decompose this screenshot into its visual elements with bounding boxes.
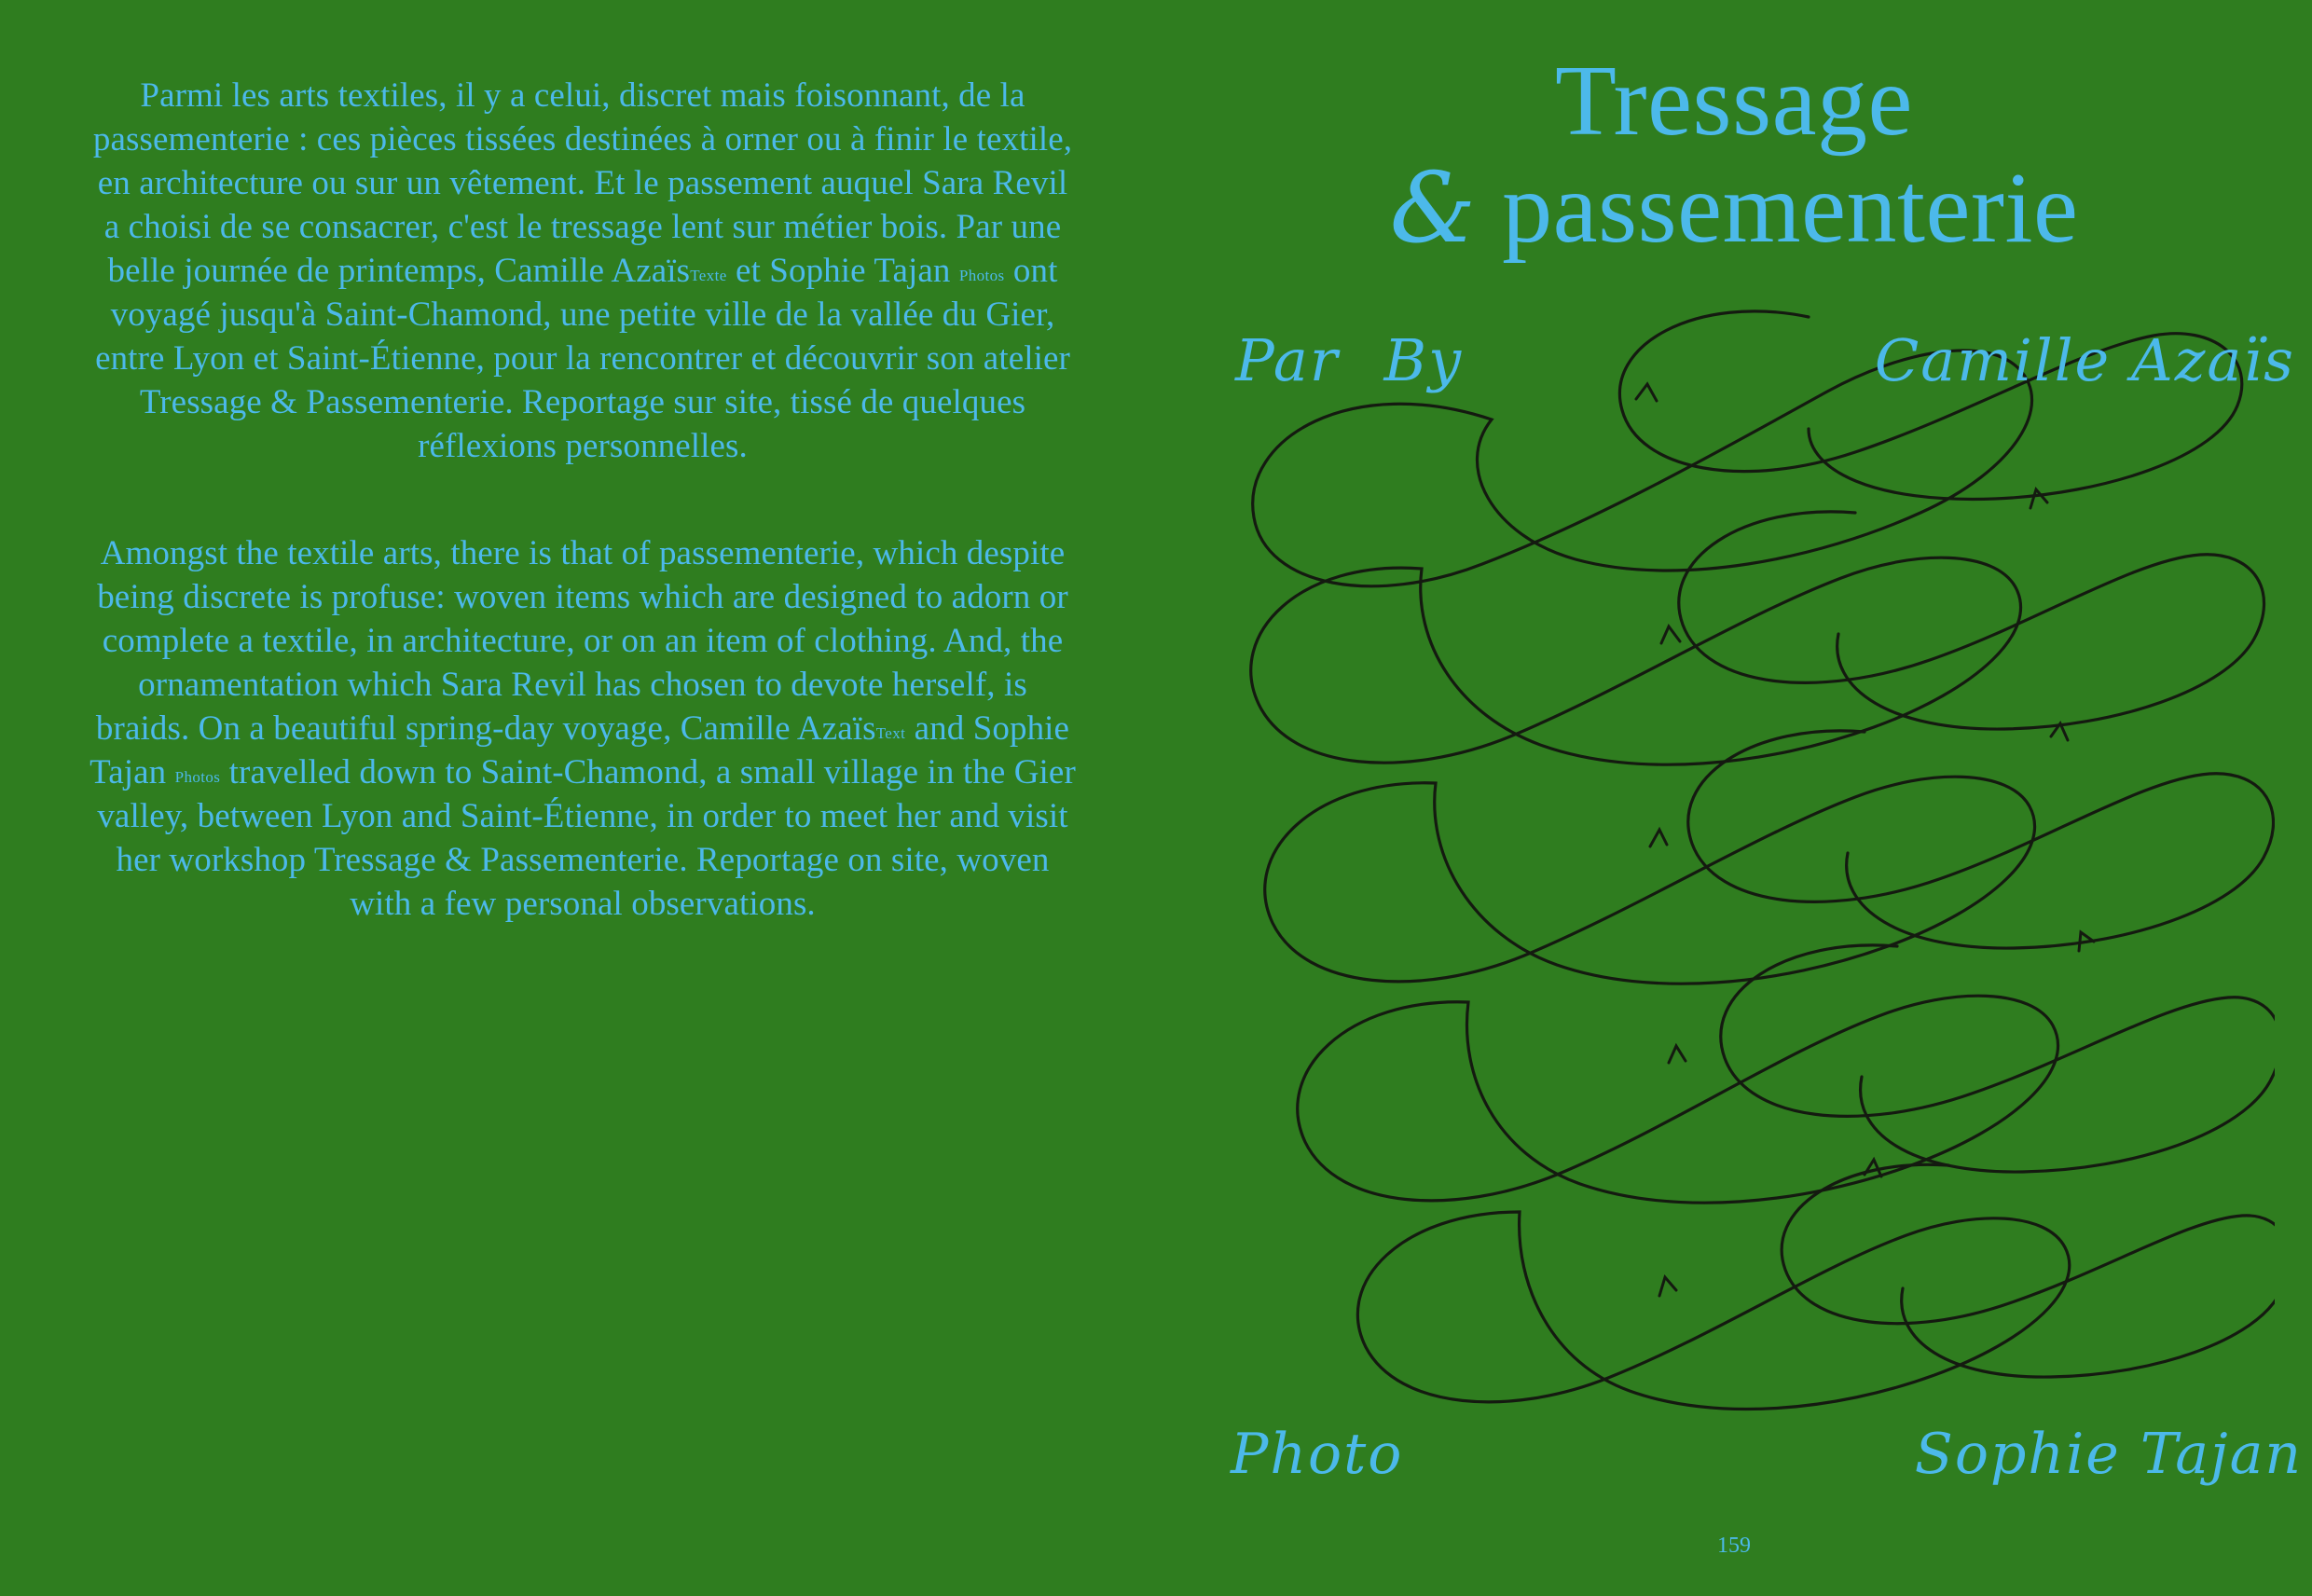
photographer-name: Sophie Tajan xyxy=(1914,1422,2303,1487)
author-name: Camille Azaïs xyxy=(1874,326,2295,394)
ampersand-glyph: & xyxy=(1389,151,1477,265)
intro-paragraph-english-part1: Amongst the textile arts, there is that of passementerie, which despite being discrete is profuse: woven items which are designed to adorn or complete a textile, in architecture, or on an item of clothing. And, the ornamentation which Sara Revil has chosen to devote herself, is braids. On a beautiful spring-day voyage, Camille Azaïs xyxy=(95,533,1068,748)
intro-paragraph-french xyxy=(89,75,1077,469)
intro-paragraph-english-mid: and Sophie Tajan xyxy=(89,709,1070,791)
intro-paragraph-french-end: ont voyagé jusqu'à Saint-Chamond, une petite ville de la vallée du Gier, entre Lyon et Saint-Étienne, pour la rencontrer et découvrir son atelier Tressage & Passementerie. Reportage sur site, tissé de quelques réflexions personnelles. xyxy=(95,251,1070,465)
intro-paragraph-french-part1: Parmi les arts textiles, il y a celui, discret mais foisonnant, de la passementerie : ces pièces tissées destinées à orner ou à finir le textile, en architecture ou sur un vêtement. Et le passement auquel Sara Revil a choisi de se consacrer, c'est le tressage lent sur métier bois. Par une belle journée de printemps, Camille Azaïs xyxy=(92,76,1073,290)
page-number: 159 xyxy=(1717,1534,1751,1558)
author-label-fr: Par xyxy=(1235,326,1340,394)
author-credit-labels xyxy=(1235,326,1463,394)
intro-paragraph-english xyxy=(89,532,1077,927)
title-line-1: Tressage xyxy=(1554,46,1913,157)
page-title xyxy=(1156,46,2312,265)
title-line-2-word: passementerie xyxy=(1502,153,2079,264)
credit-superscript-texte: Texte xyxy=(690,266,727,284)
cover-page xyxy=(1156,0,2312,1596)
intro-text-column xyxy=(89,75,1077,927)
title-line-2 xyxy=(1156,151,2312,265)
intro-paragraph-french-mid: et Sophie Tajan xyxy=(726,251,959,290)
author-credit-row xyxy=(1156,326,2312,394)
credit-superscript-photos-fr: Photos xyxy=(958,266,1005,284)
author-label-en: By xyxy=(1383,326,1464,394)
credit-superscript-photos-en: Photos xyxy=(174,767,221,786)
photo-label: Photo xyxy=(1231,1422,1404,1487)
photo-credit-row xyxy=(1156,1422,2312,1487)
credit-superscript-text: Text xyxy=(875,723,906,742)
intro-paragraph-english-end: travelled down to Saint-Chamond, a small village in the Gier valley, between Lyon and Saint-Étienne, in order to meet her and visit her workshop Tressage & Passementerie. Reportage on site, woven with a few personal observations. xyxy=(97,752,1076,923)
